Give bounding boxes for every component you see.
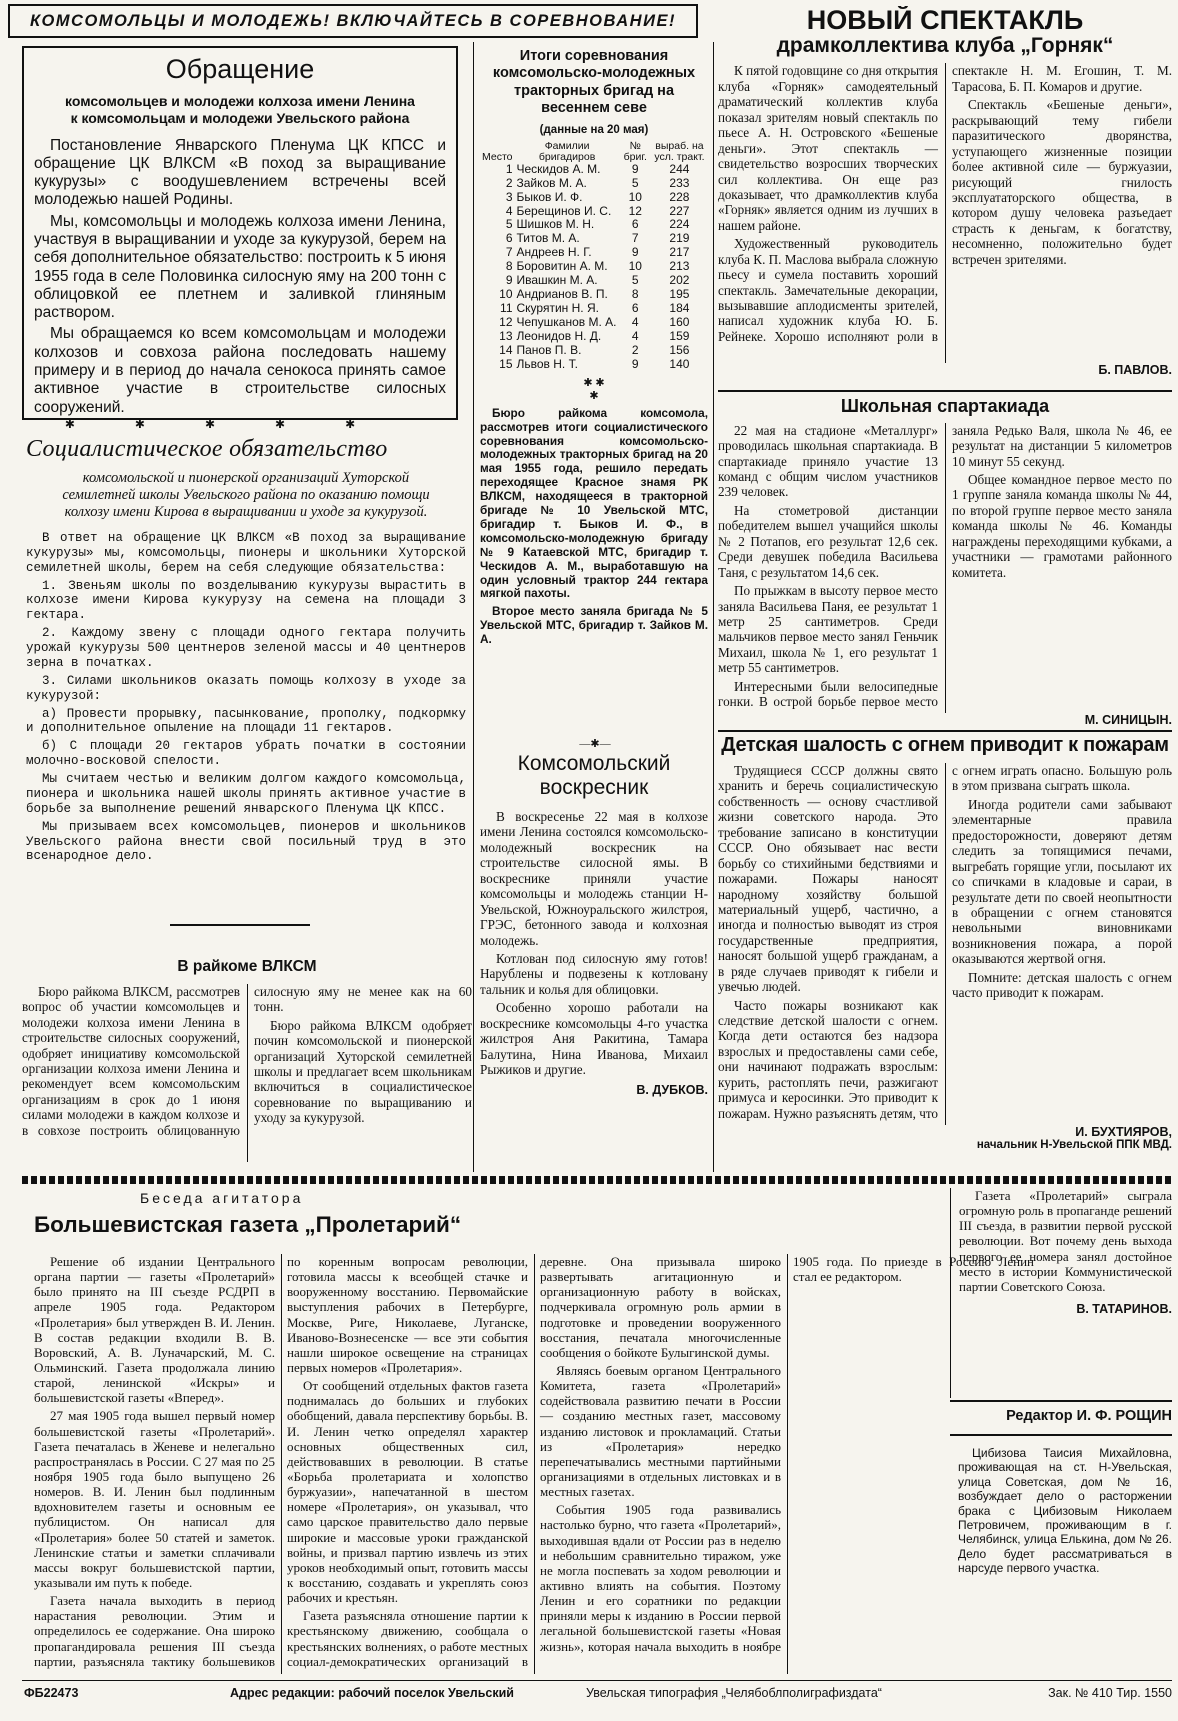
table-cell: Львов Н. Т. [516, 356, 578, 371]
agitator-signature: В. ТАТАРИНОВ. [1076, 1301, 1172, 1316]
table-cell: 9 [631, 356, 639, 371]
table-cell: 3 [505, 189, 513, 204]
spartakiad-paragraph: Общее командное первое место по 1 группе заняла команда школы № 44, по второй группе первое место заняла команда школы № 46. Команды награждены переходящими кубками, а участники — грамотами районного комитета. [952, 472, 1172, 580]
obligation-paragraph: В ответ на обращение ЦК ВЛКСМ «В поход за выращивание кукурузы» мы, комсомольцы, пионеры и школьники Хуторской семилетней школы, берем на себя следующие обязательства: [26, 530, 466, 575]
fire-paragraph: Иногда родители сами забывают элементарные правила предосторожности, доверяют детям следить за топящимися печами, выгребать горящие угли, посылают их со спичками в кладовые и сараи, в результате дети по своей неопытности в обращении с огнем становятся невольными виновниками возникновения пожара, а порой оказываются жертвой огня. [952, 796, 1172, 967]
fire-signature-position: начальник Н-Увельской ППК МВД. [976, 1139, 1172, 1152]
raikom-paragraph: Бюро райкома ВЛКСМ одобряет почин комсомольской и пионерской организаций Хуторской семилетней школы и предлагает всем школьникам включиться в социалистическое соревнование по выращиванию и уходу за кукурузой. [254, 1017, 472, 1126]
table-cell: 160 [669, 314, 690, 329]
table-cell: 156 [669, 342, 690, 357]
table-cell: 4 [505, 203, 513, 218]
voskresnik-paragraph: Котлован под силосную яму готов! Нарублены и подвезены к котловану тальник и колья для облицовки. [480, 950, 708, 997]
agitator-paragraph: События 1905 года развивались настолько бурно, что газета «Пролетарий», выходившая вдали от России раз в неделю и небольшим сравнительно тиражом, уже не могла поспевать за ходом революции и активно влиять на события. Поэтому Ленин и его соратники по редакции приняли меры к изданию в России первой легальной большевистской газеты «Новая жизнь», которая начала выходить в ноябре 1905 года. По приезде в Россию Ленин стал ее редактором. [540, 1254, 1034, 1654]
obligation-title: Социалистическое обязательство [26, 436, 388, 462]
results-date-note: (данные на 20 мая) [539, 123, 649, 136]
table-cell: 2 [631, 342, 639, 357]
court-notice: Цибизова Таисия Михайловна, проживающая на ст. Н-Увельская, улица Советская, дом № 16, возбуждает дело о расторжении брака с Цибизовым Николаем Петровичем, проживающим в г. Челябинск, улица Елькина, дом № 26. Дело будет рассматриваться в нарсуде первого участка. [958, 1446, 1172, 1576]
table-cell: 5 [631, 175, 639, 190]
table-cell: 12 [499, 314, 513, 329]
table-header: Место [482, 150, 513, 163]
spectacle-article [718, 6, 1172, 386]
raikom-article [22, 958, 472, 1168]
agitator-paragraph: От сообщений отдельных фактов газета поднималась до больших и глубоких обобщений, давала перспективу борьбы. В. И. Ленин четко определял характер основных общественных сил, действовавших в революции. В статье «Борьба пролетариата и холопство буржуазии», напечатанной в шестом номере «Пролетария», он указывал, что само царское правительство дало первые широкие и массовые уроки гражданской войны, и призвал партию извлечь из этих уроков необходимый опыт, готовить массы к восстанию, создавать и укреплять союз рабочих и крестьян. [287, 1378, 528, 1606]
agitator-article [34, 1254, 1034, 1674]
footer-code: ФБ22473 [24, 1686, 79, 1700]
obligation-article [26, 436, 466, 916]
obligation-paragraph: 2. Каждому звену с площади одного гектара получить урожай кукурузы 500 центнеров зеленой массы и 40 центнеров зерна в початках. [26, 626, 466, 670]
table-cell: 244 [669, 161, 690, 176]
table-cell: 227 [669, 203, 690, 218]
table-cell: 10 [628, 259, 642, 274]
results-decision: Бюро райкома комсомола, рассмотрев итоги социалистического соревнования комсомольско-молодежных тракторных бригад на 20 мая 1955 года, решило передать переходящее Красное знамя РК ВЛКСМ, находящееся в тракторной бригаде № 10 Увельской МТС, бригадир т. Быков И. Ф., в комсомольско-молодежную бригаду № 9 Катаевской МТС, бригадир т. Ческидов А. М., выработавшую на один условный трактор 244 гектара мягкой пахоты. [480, 405, 708, 601]
spartakiad-paragraph: По прыжкам в высоту первое место заняла Васильева Паня, ее результат 1 метр 25 сантиметров. Среди мальчиков первое место занял Геньчик Михаил, школа № 1, его результат 1 метр 55 сантиметров. [718, 583, 938, 676]
table-cell: Боровитин А. М. [516, 259, 608, 274]
table-row [480, 205, 708, 219]
table-cell: 15 [499, 356, 513, 371]
spartakiad-paragraph: 22 мая на стадионе «Металлург» проводилась школьная спартакиада. В спартакиаде приняло участие 13 команд с общим числом участников 239 человек. [718, 422, 938, 500]
table-cell: Панов П. В. [516, 342, 582, 357]
fire-title: Детская шалость с огнем приводит к пожарам [721, 734, 1169, 756]
agitator-title: Большевистская газета „Пролетарий“ [34, 1212, 462, 1237]
star-divider: ✱✱✱✱✱ [64, 418, 416, 431]
table-cell: 233 [669, 175, 690, 190]
fire-paragraph: Трудящиеся СССР должны свято хранить и беречь социалистическую собственность — основу счастливой жизни советского народа. Это требование записано в конституции СССР. Оно обязывает нас вести борьбу со стихийными бедствиями и пожарами. Пожары наносят народному хозяйству большой материальный ущерб, частично, а иногда и полностью выводят из строя государственные предприятия, наносят большой ущерб гражданам, а в ряде случаев приводят к гибели и увечью людей. [718, 763, 938, 995]
table-cell: 219 [669, 231, 690, 246]
voskresnik-title: Комсомольский воскресник [517, 752, 671, 799]
table-cell: Чепушканов М. А. [516, 314, 617, 329]
table-cell: 10 [499, 286, 513, 301]
table-cell: Шишков М. Н. [516, 217, 595, 232]
spectacle-signature: Б. ПАВЛОВ. [1098, 363, 1172, 378]
section-divider [22, 1176, 1172, 1184]
table-cell: Андрианов В. П. [516, 286, 608, 301]
table-row [480, 274, 708, 288]
results-table [480, 141, 708, 372]
banner-text: КОМСОМОЛЬЦЫ И МОЛОДЕЖЬ! ВКЛЮЧАЙТЕСЬ В СОРЕВНОВАНИЕ! [30, 11, 676, 30]
voskresnik-signature: В. ДУБКОВ. [636, 1083, 708, 1098]
table-cell: 4 [631, 328, 639, 343]
table-header: выраб. на усл. тракт. [654, 139, 705, 163]
table-row [480, 232, 708, 246]
obligation-paragraph: Мы считаем честью и великим долгом каждого комсомольца, пионера и школьника нашей школы принять активное участие в борьбе за выполнение решений январского Пленума ЦК КПСС. [26, 772, 466, 816]
table-header: Фамилии бригадиров [538, 139, 596, 163]
obligation-paragraph: 3. Силами школьников оказать помощь колхозу в уходе за кукурузой: [26, 673, 466, 703]
obligation-paragraph: а) Провести прорывку, пасынкование, прополку, подкормку и дополнительное опыление на площади 11 гектаров. [26, 706, 466, 736]
agitator-paragraph: Являясь боевым органом Центрального Комитета, газета «Пролетарий» содействовала развитию печати в России — созданию местных газет, массовому изданию листовок и прокламаций. Статьи из «Пролетария» нередко перепечатывались местными партийными организациями в отдельных листовках и в местных газетах. [540, 1362, 781, 1500]
spectacle-paragraph: Художественный руководитель клуба К. П. Маслова выбрала сложную пьесу и сумела поставить хороший спектакль. Замечательные декорации, вызывавшие аплодисменты зрителей, написал художник клуба Ю. Б. Рейнеке. Хорошо исполняют роли в спектакле Н. М. Егошин, Т. М. Тарасова, Б. П. Комаров и другие. [718, 63, 1172, 344]
table-cell: Андреев Н. Г. [516, 245, 592, 260]
table-cell: 12 [628, 203, 642, 218]
agitator-paragraph: Решение об издании Центрального органа партии — газеты «Пролетарий» было принято на III съезде РСДРП в апреле 1905 года. Редактором «Пролетария» был утвержден В. И. Ленин. В состав редакции входили В. В. Воровский, А. В. Луначарский, М. С. Ольминский. Газета продолжала линию старой, ленинской «Искры» и большевистской газеты «Вперед». [34, 1254, 275, 1406]
table-cell: 9 [631, 161, 639, 176]
spectacle-paragraph: К пятой годовщине со дня открытия клуба «Горняк» самодеятельный драматический коллектив клуба показал зрителям новый спектакль по пьесе А. Н. Островского «Бешеные деньги». Этот спектакль — свидетельство возросших творческих сил коллектива. Он еще раз доказывает, что драмколлектив клуба «Горняк» является одним из лучших в нашем районе. [718, 63, 938, 233]
table-cell: 217 [669, 245, 690, 260]
table-cell: 6 [631, 217, 639, 232]
table-cell: Ческидов А. М. [516, 161, 601, 176]
footer-address: Адрес редакции: рабочий поселок Увельский [230, 1686, 514, 1700]
spectacle-paragraph: Спектакль «Бешеные деньги», раскрывающий тему гибели паразитического дворянства, уступающего жизненные позиции более активной силе — буржуазии, рисующий гнилость эксплуататорского общества, в котором душу человека разъедает страсть к деньгам, к богатству, несомненно, положительно будет встречен зрителями. [952, 97, 1172, 267]
agitator-paragraph: Газета разъясняла отношение партии к крестьянскому движению, сообщала о крестьянских волнениях, о работе местных социал-демократических организаций в деревне. Она призывала широко развертывать агитационную и организационную работу в войсках, подчеркивала огромную роль армии в подготовке и проведении вооруженного восстания, печатала многочисленные сообщения о бойкоте Булыгинской думы. [287, 1254, 781, 1669]
table-row [480, 358, 708, 372]
table-header: № бриг. [623, 139, 647, 163]
table-row [480, 191, 708, 205]
table-cell: Скурятин Н. Я. [516, 300, 599, 315]
banner [8, 4, 698, 38]
results-title: Итоги соревнования комсомольско-молодежных тракторных бригад на весеннем севе [492, 48, 696, 117]
table-row [480, 344, 708, 358]
appeal-title: Обращение [165, 54, 315, 84]
editor-line: Редактор И. Ф. РОЩИН [1006, 1408, 1172, 1424]
table-row [480, 288, 708, 302]
results-table-body [480, 163, 708, 372]
agitator-paragraph: 27 мая 1905 года вышел первый номер большевистской газеты «Пролетарий». Газета печаталась в Женеве и нелегально распространялась в России. С 27 мая по 25 ноября 1905 года было выпущено 26 номеров. В. И. Ленин был подлинным вдохновителем газеты и основным ее публицистом. Он написал для «Пролетария» более 50 статей и заметок. Ленинские статьи и заметки сплачивали массы вокруг большевистской партии, указывали им путь к победе. [34, 1408, 275, 1590]
table-row [480, 218, 708, 232]
table-cell: 184 [669, 300, 690, 315]
fire-article [718, 734, 1172, 1170]
table-cell: Быков И. Ф. [516, 189, 583, 204]
raikom-title: В райкоме ВЛКСМ [177, 958, 317, 975]
ornament-divider: —✱— [579, 738, 611, 750]
table-row [480, 163, 708, 177]
obligation-paragraph: б) С площади 20 гектаров убрать початки в состоянии молочно-восковой спелости. [26, 739, 466, 769]
appeal-paragraph: Постановление Январского Пленума ЦК КПСС и обращение ЦК ВЛКСМ «В поход за выращивание кукурузы» с воодушевлением встречены всей молодежью нашей Родины. [34, 136, 446, 209]
table-cell: 14 [499, 342, 513, 357]
table-cell: 213 [669, 259, 690, 274]
spartakiad-paragraph: На стометровой дистанции победителем вышел учащийся школы № 2 Потапов, его результат 12,6 сек. Среди девушек победила Васильева Таня, с результатом 14,6 сек. [718, 502, 938, 580]
table-cell: 8 [631, 286, 639, 301]
table-row [480, 246, 708, 260]
table-cell: 224 [669, 217, 690, 232]
spartakiad-paragraph: Интересными были велосипедные гонки. В острой борьбе первое место заняла Редько Валя, школа № 46, ее результат на дистанции 5 километров 10 минут 55 секунд. [718, 422, 1172, 710]
fire-signature: И. БУХТИЯРОВ, [1075, 1125, 1172, 1139]
obligation-paragraph: Мы призываем всех комсомольцев, пионеров и школьников Увельского района внести свой посильный труд в это всенародное дело. [26, 819, 466, 864]
table-row [480, 260, 708, 274]
table-cell: 195 [669, 286, 690, 301]
raikom-paragraph: Бюро райкома ВЛКСМ, рассмотрев вопрос об участии комсомольцев и молодежи колхоза имени Ленина в строительстве силосных сооружений, одобряет инициативу комсомольской организации колхоза имени Ленина и рекомендует всем комсомольским организациям в срок до 1 июня силами молодежи в каждом колхозе и в совхозе построить облицованную силосную яму не менее как на 60 тонн. [22, 983, 472, 1138]
table-row [480, 330, 708, 344]
table-cell: 5 [505, 217, 513, 232]
table-cell: 9 [631, 245, 639, 260]
table-cell: Берещинов И. С. [516, 203, 612, 218]
table-cell: 6 [505, 231, 513, 246]
fire-paragraph: Помните: детская шалость с огнем часто приводит к пожарам. [952, 969, 1172, 1001]
spectacle-subtitle: драмколлектива клуба „Горняк“ [776, 34, 1114, 58]
appeal-paragraph: Мы обращаемся ко всем комсомольцам и молодежи колхозов и совхоза района последовать нашему примеру и в период до начала сенокоса принять самое активное участие в строительстве силосных сооружений. [34, 325, 446, 416]
table-cell: 1 [505, 161, 513, 176]
spectacle-title: НОВЫЙ СПЕКТАКЛЬ [806, 6, 1084, 35]
table-cell: 5 [631, 273, 639, 288]
table-cell: Леонидов Н. Д. [516, 328, 602, 343]
table-cell: 11 [500, 300, 513, 315]
table-cell: Титов М. А. [516, 231, 580, 246]
table-cell: 2 [505, 175, 513, 190]
obligation-paragraph: 1. Звеньям школы по возделыванию кукурузы вырастить в колхозе имени Кирова кукурузу на семена на площади 3 гектара. [26, 578, 466, 623]
table-cell: 140 [669, 356, 690, 371]
table-cell: 13 [499, 328, 513, 343]
spartakiad-signature: М. СИНИЦЫН. [1084, 712, 1172, 726]
table-row [480, 302, 708, 316]
table-cell: Ивашкин М. А. [516, 273, 598, 288]
table-cell: 9 [505, 273, 513, 288]
agitator-paragraph: Газета «Пролетарий» сыграла огромную роль в пропаганде решений III съезда, в развитии первой русской революции. Вот почему день выхода первого ее номера занял достойное место в истории Коммунистической партии Советского Союза. [959, 1188, 1172, 1294]
fire-paragraph: Часто пожары возникают как следствие детской шалости с огнем. Когда дети остаются без надзора взрослых и предоставлены сами себе, они начинают подражать взрослым: курить, растоплять печи, разжигают примуса и керосинки. Это приводит к пожарам. Нужно разъяснять детям, что с огнем играть опасно. Большую роль в этом призвана сыграть школа. [718, 763, 1172, 1121]
voskresnik-paragraph: Особенно хорошо работали на воскреснике комсомольцы 4-го участка жилстроя Аня Ракитина, Тамара Балутина, Нина Иванова, Михаил Рыжиков и другие. [480, 1000, 708, 1078]
agitator-ending [950, 1188, 1172, 1398]
table-cell: 7 [631, 231, 639, 246]
appeal-box [22, 46, 458, 420]
table-cell: 8 [505, 259, 513, 274]
obligation-subtitle: комсомольской и пионерской организаций Хуторской семилетней школы Увельского района по оказанию помощи колхозу имени Кирова в выращивании и уходе за кукурузой. [62, 469, 430, 520]
appeal-paragraph: Мы, комсомольцы и молодежь колхоза имени Ленина, участвуя в выращивании и уходе за кукурузой, берем на себя дополнительное обязательство: построить к 5 июня 1955 года в селе Половинка силосную яму на 200 тонн с облицовкой ее плетнем и заливкой глиняным раствором. [34, 212, 447, 322]
footer-order: Зак. № 410 Тир. 1550 [1048, 1686, 1172, 1700]
table-cell: 6 [631, 300, 639, 315]
table-cell: Зайков М. А. [516, 175, 587, 190]
agitator-rubric: Беседа агитатора [140, 1190, 304, 1206]
table-row [480, 316, 708, 330]
voskresnik-article [480, 752, 708, 1170]
results-second-place: Второе место заняла бригада № 5 Увельской МТС, бригадир т. Зайков М. А. [480, 604, 708, 647]
voskresnik-paragraph: В воскресенье 22 мая в колхозе имени Ленина состоялся комсомольско-молодежный воскресник на строительстве силосной ямы. В воскреснике приняли участие комсомольцы и молодежь станции Н-Увельской, Южноуральского жилстроя, ГРЭС, бетонного завода и колхозная молодежь. [480, 809, 708, 948]
footer-printer: Увельская типография „Челябоблполиграфиздата“ [586, 1686, 882, 1700]
results-article: Итоги соревнования комсомольско-молодежных тракторных бригад на весеннем севе (данные на 20 мая) Место Фамилии бригадиров № бриг. выраб. на усл. тракт. 1 Ческидов А. М. 9 244 2 Зайков М. А. 5 233 3 Быков И. Ф. 10 228 4 Берещинов И. С. 12 227 5 Шишков М. Н. 6 224 6 Титов М. А. 7 219 7 Андреев Н. Г. 9 217 8 Боровитин А. М. 10 213 9 Ивашкин М. А. 5 202 10 Андрианов В. П. 8 195 11 Скурятин Н. Я. 6 184 12 Чепушканов М. А. 4 160 13 Леонидов Н. Д. 4 159 14 Панов П. В. 2 156 15 Львов Н. Т. 9 140 ✱ ✱ ✱ Бюро райкома комсомола, рассмотрев итоги социалистического соревнования комсомольско-молодежных тракторных бригад на 20 мая 1955 года, решило передать переходящее Красное знамя РК ВЛКСМ, находящееся в тракторной бригаде № 10 Увельской МТС, бригадир т. Быков И. Ф., в комсомольско-молодежную бригаду № 9 Катаевской МТС, бригадир т. Ческидов А. М., выработавшую на один условный трактор 244 гектара мягкой пахоты. Второе место заняла бригада № 5 Увельской МТС, бригадир т. Зайков М. А. [480, 48, 708, 647]
appeal-subtitle: комсомольцев и молодежи колхоза имени Ленина к комсомольцам и молодежи Увельского района [65, 93, 415, 126]
table-row [480, 177, 708, 191]
table-cell: 159 [669, 328, 690, 343]
table-cell: 228 [669, 189, 690, 204]
table-cell: 4 [631, 314, 639, 329]
agitator-paragraph: Газета начала выходить в период нарастания революции. Этим и определилось ее содержание. Она широко пропагандировала решения III съезда партии, разъясняла тактику большевиков по коренным вопросам революции, готовила массы к всеобщей стачке и вооруженному восстанию. Первомайские выступления рабочих в Петербурге, Москве, Риге, Николаеве, Луганске, Иваново-Вознесенске — все эти события нашли широкое освещение на страницах первых номеров «Пролетария». [34, 1254, 528, 1669]
table-cell: 10 [628, 189, 642, 204]
spartakiad-article [718, 396, 1172, 726]
spartakiad-title: Школьная спартакиада [840, 396, 1050, 416]
table-cell: 7 [505, 245, 513, 260]
table-cell: 202 [669, 273, 690, 288]
